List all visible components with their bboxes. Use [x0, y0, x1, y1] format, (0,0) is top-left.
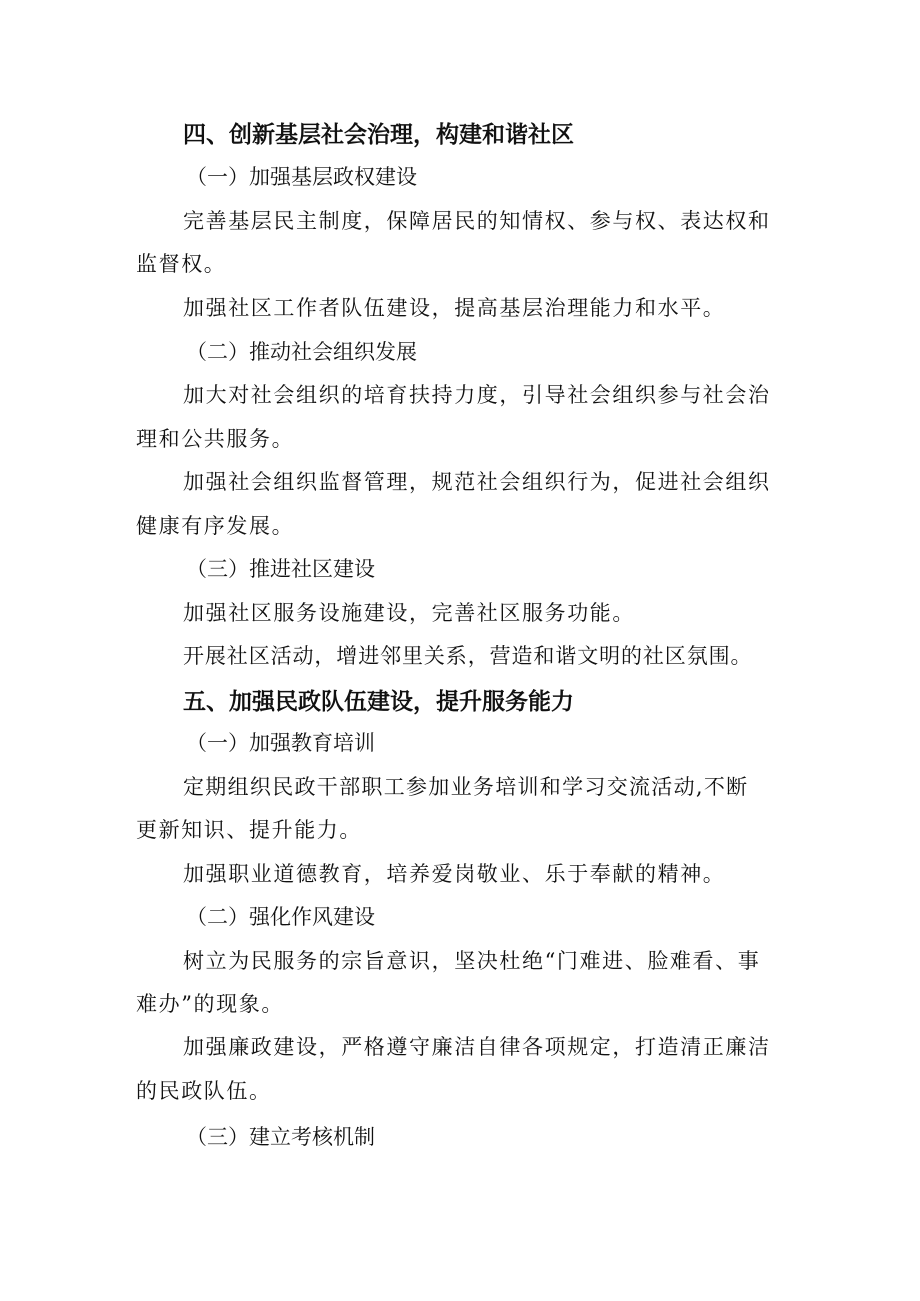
paragraph-line: 加强社会组织监督管理，规范社会组织行为，促进社会组织	[183, 470, 771, 494]
subsection-heading-5-3: （三）建立考核机制	[186, 1125, 375, 1149]
subsection-heading-4-3: （三）推进社区建设	[186, 557, 375, 581]
paragraph-line: 开展社区活动，增进邻里关系，营造和谐文明的社区氛围。	[183, 644, 753, 668]
paragraph-line: 更新知识、提升能力。	[136, 818, 362, 842]
paragraph-line: 的民政队伍。	[136, 1079, 272, 1103]
subsection-heading-5-1: （一）加强教育培训	[186, 731, 375, 755]
paragraph-line: 健康有序发展。	[136, 514, 295, 538]
paragraph-line: 加强社区服务设施建设，完善社区服务功能。	[183, 601, 635, 625]
paragraph-line: 难办”的现象。	[136, 992, 284, 1016]
paragraph-line: 加强职业道德教育，培养爱岗敬业、乐于奉献的精神。	[183, 862, 726, 886]
section-heading-5: 五、加强民政队伍建设，提升服务能力	[183, 689, 574, 715]
paragraph-line: 加大对社会组织的培育扶持力度，引导社会组织参与社会治	[183, 383, 771, 407]
subsection-heading-4-2: （二）推动社会组织发展	[186, 340, 417, 364]
paragraph-line: 完善基层民主制度，保障居民的知情权、参与权、表达权和	[183, 209, 771, 233]
subsection-heading-4-1: （一）加强基层政权建设	[186, 165, 417, 189]
section-heading-4: 四、创新基层社会治理，构建和谐社区	[183, 122, 574, 148]
paragraph-line: 定期组织民政干部职工参加业务培训和学习交流活动,不断	[183, 775, 749, 799]
subsection-heading-5-2: （二）强化作风建设	[186, 905, 375, 929]
paragraph-line: 加强社区工作者队伍建设，提高基层治理能力和水平。	[183, 296, 726, 320]
paragraph-line: 理和公共服务。	[136, 427, 295, 451]
paragraph-line: 树立为民服务的宗旨意识，坚决杜绝“门难进、脸难看、事	[183, 949, 761, 973]
paragraph-line: 监督权。	[136, 252, 227, 276]
paragraph-line: 加强廉政建设，严格遵守廉洁自律各项规定，打造清正廉洁	[183, 1035, 771, 1059]
